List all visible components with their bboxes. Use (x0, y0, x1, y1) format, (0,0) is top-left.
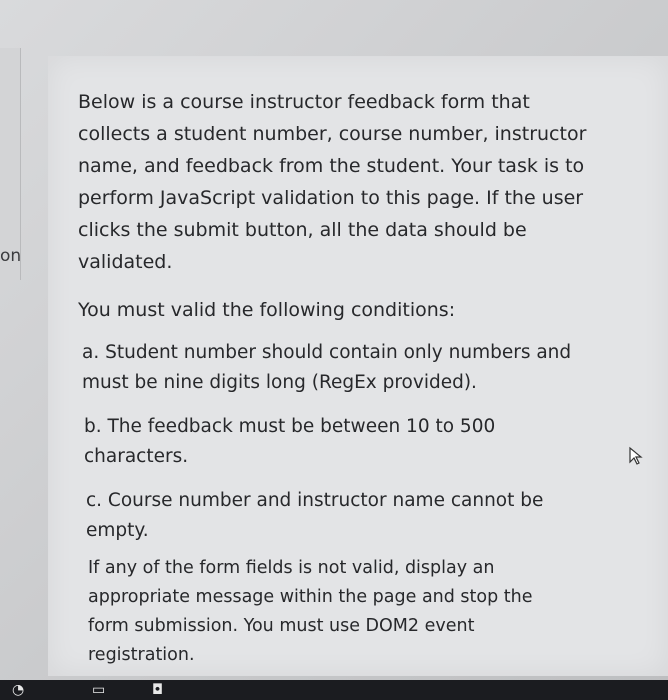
closing-line: registration. (88, 645, 195, 665)
intro-line: collects a student number, course number, instructor (78, 123, 587, 145)
condition-c-line: c. Course number and instructor name cannot be (86, 490, 544, 511)
condition-b-line: b. The feedback must be between 10 to 500 (84, 416, 496, 437)
mouse-pointer-icon (626, 446, 646, 466)
closing-line: appropriate message within the page and stop the (88, 587, 533, 607)
condition-a-line: must be nine digits long (RegEx provided). (82, 372, 477, 393)
intro-line: Below is a course instructor feedback form that (78, 91, 530, 113)
condition-b (78, 412, 638, 472)
closing-line: If any of the form fields is not valid, display an (88, 558, 495, 578)
taskbar-app-icon[interactable]: ▭ (92, 682, 106, 698)
left-panel-label: on (0, 246, 22, 266)
condition-c (78, 486, 638, 546)
taskbar[interactable] (0, 680, 668, 700)
closing-paragraph (78, 554, 638, 670)
condition-a-line: a. Student number should contain only numbers and (82, 342, 572, 363)
assignment-card (48, 56, 668, 676)
intro-line: perform JavaScript validation to this page. If the user (78, 187, 584, 209)
condition-b-line: characters. (84, 446, 189, 467)
condition-a (78, 338, 638, 398)
intro-line: name, and feedback from the student. Your task is to (78, 155, 585, 177)
intro-line: validated. (78, 251, 173, 273)
intro-paragraph (78, 86, 638, 278)
conditions-heading: You must valid the following conditions: (78, 299, 456, 321)
intro-line: clicks the submit button, all the data should be (78, 219, 527, 241)
taskbar-app-icon[interactable]: ◔ (12, 682, 25, 698)
closing-line: form submission. You must use DOM2 event (88, 616, 475, 636)
condition-c-line: empty. (86, 520, 149, 541)
assignment-text (78, 86, 638, 670)
taskbar-app-icon[interactable]: ◘ (152, 682, 164, 698)
